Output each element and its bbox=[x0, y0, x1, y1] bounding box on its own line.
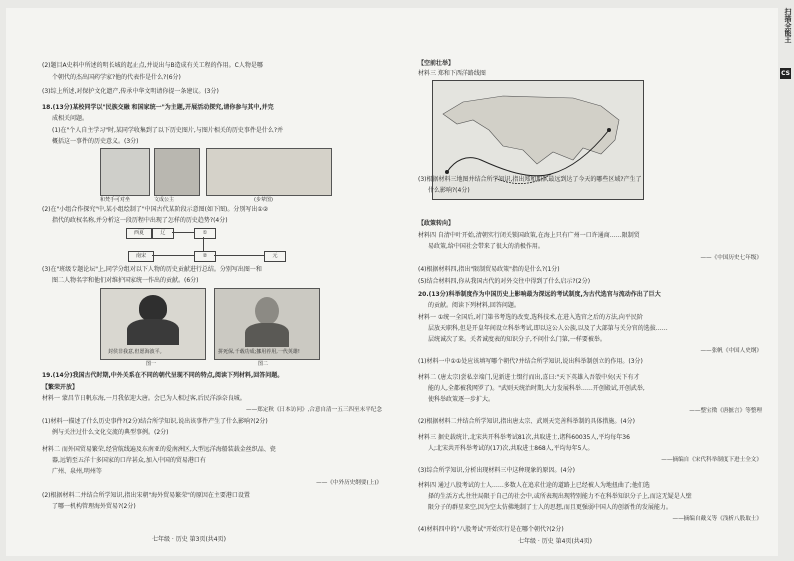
scanner-watermark bbox=[778, 8, 794, 98]
text-line: (4)材料四中的"八股考试"开始实行是在哪个朝代?(2分) bbox=[418, 526, 564, 533]
image-caption: 文成公主 bbox=[154, 197, 175, 203]
text-line: (3)综合所学知识,分析出现材料三中这种现象的原因。(4分) bbox=[418, 467, 575, 474]
material-source: ——张帆《中国人史纲》 bbox=[700, 348, 762, 354]
text-line: (2)根据材料二并结合所学知识,指出宋朝"海外贸易繁荣"的原因在主要港口设置 bbox=[42, 492, 250, 499]
scanner-logo-icon: CS bbox=[781, 70, 790, 77]
text-line: (1)在"个人自主学习"时,某同学收集到了以下历史图片,与图片相关的历史事件是什么?并 bbox=[52, 127, 284, 134]
material-text: 材料一 ①统一全国后,对门第书考选的改变,选科技术,在进入选官之后的方法,向平民阶 bbox=[418, 314, 643, 321]
text-line: (2)题目A史料中所述的明长城的起止点,并说出与B造成有关工程的作用。C人物是哪 bbox=[42, 62, 263, 69]
diagram-box: 西夏 bbox=[126, 228, 152, 239]
diagram-box: 元 bbox=[264, 251, 286, 262]
painting-bunian-tu bbox=[206, 148, 332, 196]
text-line: (2)根据材料二并结合所学知识,指出唐太宗、武则天完善科举制的具体措施。(4分) bbox=[418, 418, 635, 425]
scanned-exam-sheet bbox=[6, 8, 778, 556]
material-text: 材料四 自清中叶开始,清朝实行闭关锁国政策,在海上只有广州一口许通商……限制贸 bbox=[418, 232, 640, 239]
text-line: (1)材料一中①①处应该填写哪个朝代?并结合所学知识,说出科举制创立的作用。(3分) bbox=[418, 358, 643, 365]
text-line: 成相关问题。 bbox=[52, 115, 89, 122]
question-20-stem: 20.(13分)科举制度作为中国历史上影响最为深远的考试制度,为古代选官与流动作出了巨大 bbox=[418, 291, 661, 298]
diagram-box: 辽 bbox=[152, 228, 174, 239]
text-line: 例与关注过什么文化交流的典型事例。(2分) bbox=[52, 429, 169, 436]
portrait-robe bbox=[245, 323, 289, 347]
text-line: (4)根据材料四,指出"限制贸易政策"指的是什么?(1分) bbox=[418, 266, 560, 273]
section-heading: 【繁荣开放】 bbox=[42, 384, 79, 391]
text-line: 概括这一事件的历史意义。(3分) bbox=[52, 138, 139, 145]
material-text: 层统诚次了来。关者诚度表的知识分子,不问什么门第,一样要被举。 bbox=[428, 336, 606, 343]
text-line: 指代的政权名称,并分析这一段历程中出现了怎样的历史趋势?(4分) bbox=[52, 217, 228, 224]
material-text: 择的生活方式,往往局限于自己的社会中,或所表现出现特别能力不在科举知识分子上,而这无疑是人壁 bbox=[428, 493, 692, 500]
statue-photo bbox=[154, 148, 200, 196]
material-text: 广州、泉州,明州等 bbox=[52, 468, 102, 475]
route-point bbox=[445, 170, 449, 174]
material-text: 限分子的群星来空,因为空太仿佛地制了士人的思想,而且更强弱中国人的创新性的发展能力。 bbox=[428, 504, 672, 511]
portrait-caption: 封侯非我意,但愿海波平。 bbox=[108, 349, 165, 355]
material-text: 材料二 而外国贸易繁荣,经营航线遍及东南亚的爱南洲区,大型远洋海船装载金丝织品、瓷 bbox=[42, 446, 276, 453]
material-source: ——《中外历史纲要(上)》 bbox=[316, 480, 382, 486]
text-line: 图二人物名字和他们对维护国家统一作出的贡献。(6分) bbox=[52, 277, 199, 284]
diagram-box: 南宋 bbox=[128, 251, 154, 262]
text-line: 什么影响?(4分) bbox=[428, 187, 470, 194]
page-footer: 七年级 · 历史 第4页(共4页) bbox=[518, 538, 592, 545]
section-heading: 【政策转向】 bbox=[418, 220, 455, 227]
question-19-stem: 19.(14分)我国古代时期,中外关系在不同的朝代呈现不同的特点,阅读下列材料,回答问题。 bbox=[42, 372, 284, 379]
text-line: (3)根据材料三地图并结合所学知识,指出郑和船队最远到达了今天的哪些区域?产生了 bbox=[418, 176, 642, 183]
scanner-brand-name: 扫描全能王 bbox=[784, 8, 792, 43]
figure-label: 图二 bbox=[258, 361, 269, 367]
page-footer: 七年级 · 历史 第3页(共4页) bbox=[152, 536, 226, 543]
image-caption: (步辇图) bbox=[254, 197, 273, 203]
material-text: 材料一 蒙昌节日帆东海,一月我依迎大唐。会已为人相过客,后民洋添奈良城。 bbox=[42, 395, 246, 402]
diagram-arrow bbox=[214, 255, 264, 256]
exam-page-3 bbox=[42, 8, 390, 556]
route-point bbox=[607, 128, 611, 132]
material-text: 使科举政策逐一步扩大。 bbox=[428, 396, 495, 403]
material-text: 层放天职科,但是开皇年间设立科举考试,即以这公人公族,以及了大部第与关分官的选拔…… bbox=[428, 325, 668, 332]
material-text: 能的人,全都被我网罗了)。"武则天统治时期,大力发展科举……开创殿试,开创武举, bbox=[428, 385, 645, 392]
material-source: ——《中国历史七年级》 bbox=[700, 255, 762, 261]
text-line: (5)结合材料四,你从我国古代的对外交往中得到了什么启示?(2分) bbox=[418, 278, 591, 285]
text-line: 的贡献。阅读下列材料,回答问题。 bbox=[428, 302, 520, 309]
text-line: 了哪一机构管理海外贸易?(2分) bbox=[52, 503, 136, 510]
material-source: ——整宝徵《唐摭言》等整理 bbox=[689, 408, 762, 414]
material-text: 器,远销至五洋十多国家的口岸甚众,加入中国的贸易港口有 bbox=[52, 457, 206, 464]
diagram-arrow bbox=[152, 255, 194, 256]
material-text: 材料三 据史载统计,北宋共开科举考试81次,共取进士,诸科60035人,平均每年36 bbox=[418, 434, 630, 441]
portrait-caption: 拼死保,千载功成;挪用荐用,一代英雄! bbox=[218, 349, 300, 355]
material-text: 易政策,给中国社会带来了很大的消极作用。 bbox=[428, 243, 544, 250]
question-18-stem: 18.(13分)某校同学以"民族交融 和国家统一"为主题,开展活动探究,请你参与其中,并完 bbox=[42, 104, 274, 111]
text-line: (3)在"班级专题论坛"上,同学分组对以下人物的历史贡献进行总结。分别写出图一和 bbox=[42, 266, 262, 273]
exam-page-4 bbox=[418, 8, 770, 556]
material-source: ——郑定秋《日本访问》,合意自清一五三四至末平纪念 bbox=[245, 407, 382, 413]
historical-photo bbox=[100, 148, 150, 196]
material-source: ——摘编自《宋代科举制度下进士全文》 bbox=[661, 457, 762, 463]
map-landmass bbox=[443, 96, 619, 164]
material-text: 人;北宋共开科举考试的(17)次,共取进士868人,平均每年5人。 bbox=[428, 445, 594, 452]
diagram-arrow bbox=[203, 237, 204, 251]
text-line: (1)材料一描述了什么历史事件?(2分)结合所学知识,说出该事件产生了什么影响?(2分) bbox=[42, 418, 268, 425]
diagram-arrow bbox=[172, 232, 194, 233]
portrait-face bbox=[255, 297, 279, 325]
material-source: ——摘编自戴义等《浅析八股取士》 bbox=[672, 516, 762, 522]
text-line: 个朝代的杰出国药学家?他的代表作是什么?(6分) bbox=[52, 74, 181, 81]
image-caption: 和梵手可对坐 bbox=[100, 197, 131, 203]
diagram-box: ② bbox=[194, 251, 216, 262]
figure-label: 图一 bbox=[146, 361, 157, 367]
material-text: 材料二 (唐太宗)尝私幸端门,见新进士缀行而出,喜曰:"天下英雄入吾彀中矣(天下有才 bbox=[418, 374, 640, 381]
diagram-box: ① bbox=[194, 228, 216, 239]
portrait-robe bbox=[127, 319, 179, 345]
text-line: (2)在"小组合作探究"中,某小组绘制了"中国古代某阶段示意图(如下图)。分别写出①② bbox=[42, 206, 269, 213]
text-line: (3)综上所述,对保护文化遗产,传承中华文明请你提一条建议。(3分) bbox=[42, 88, 219, 95]
section-heading: 【空前壮举】 bbox=[418, 60, 455, 67]
material-text: 材料四 通过八股考试的士人……多数人在追求仕途的道路上已经被人为地扭曲了;他们选 bbox=[418, 482, 650, 489]
portrait-hat bbox=[139, 295, 167, 321]
material-title: 材料三 郑和下西洋路线图 bbox=[418, 70, 486, 77]
